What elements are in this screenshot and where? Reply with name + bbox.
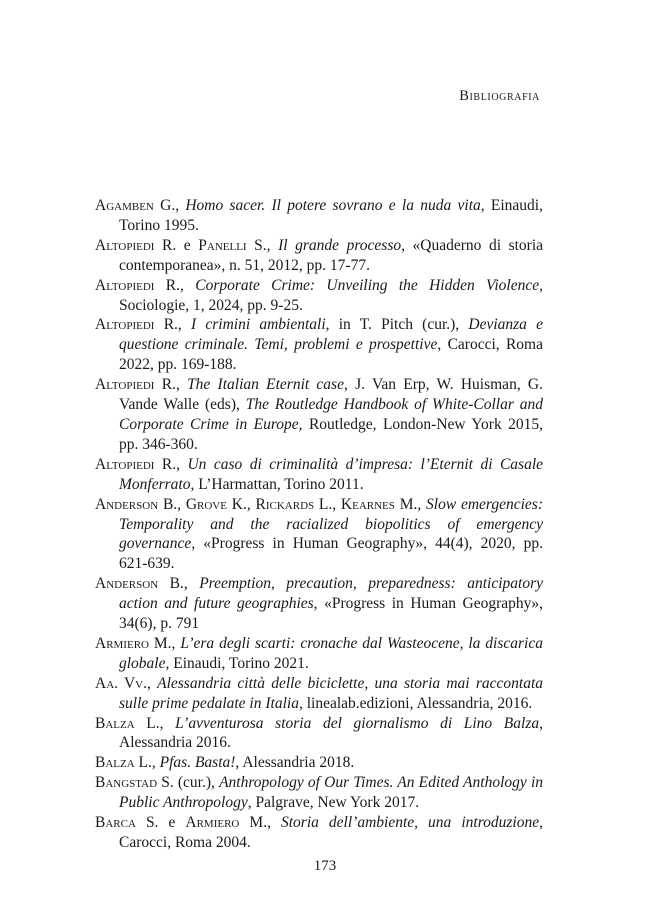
bibliography-entry xyxy=(95,674,543,714)
author-name: Altopiedi xyxy=(95,316,155,334)
author-name: Aa. Vv. xyxy=(95,674,147,692)
citation-text: , L’Harmattan, Torino 2011. xyxy=(190,475,364,493)
citation-text: L., xyxy=(314,495,341,513)
citation-text: , Alessandria 2018. xyxy=(235,754,355,772)
work-title: L’avventurosa storia del giornalismo di Lino Balza xyxy=(175,714,540,732)
bibliography-entry xyxy=(95,574,543,634)
author-name: Altopiedi xyxy=(95,236,155,254)
citation-text: R., xyxy=(154,376,188,394)
citation-text: , linealab.edizioni, Alessandria, 2016. xyxy=(298,694,533,712)
citation-text: , Carocci, Roma 2004. xyxy=(119,814,543,851)
work-title: Un caso di criminalità d’impresa: l’Eternit di Casale Monferrato xyxy=(119,455,544,493)
author-name: Balza xyxy=(95,714,135,732)
citation-text: B., xyxy=(158,575,200,593)
bibliography-entry xyxy=(95,236,543,276)
bibliography-entry xyxy=(95,495,543,575)
work-title: Preemption, precaution, preparedness: anticipatory action and future geographies, xyxy=(119,575,543,613)
running-header: Bibliografia xyxy=(459,88,540,104)
bibliography-entry xyxy=(95,276,543,316)
bibliography-entry xyxy=(95,714,543,754)
citation-text: S., xyxy=(246,236,279,254)
bibliography-entry xyxy=(95,375,543,455)
work-title: Pfas. Basta! xyxy=(159,754,236,772)
author-name: Balza xyxy=(95,754,135,772)
citation-text: , Einaudi, Torino 2021. xyxy=(165,654,309,672)
citation-text: , xyxy=(146,674,158,692)
citation-text: B., xyxy=(158,495,186,513)
author-name: Grove xyxy=(185,495,227,513)
author-name: Altopiedi xyxy=(95,455,155,473)
bibliography-entry xyxy=(95,196,543,236)
bibliography-entry xyxy=(95,315,543,375)
citation-text: K., xyxy=(226,495,256,513)
author-name: Barca xyxy=(95,814,136,832)
work-title: Il grande processo xyxy=(278,236,402,254)
citation-text: L., xyxy=(134,714,176,732)
citation-text: Sociologie, 1, 2024, pp. 9-25. xyxy=(119,296,303,314)
citation-text: , in T. Pitch (cur.), xyxy=(325,316,469,334)
citation-text: G., xyxy=(153,197,186,214)
citation-text: M., xyxy=(394,495,427,513)
author-name: Armiero xyxy=(185,814,240,832)
author-name: Altopiedi xyxy=(95,376,155,394)
work-title: Storia dell’ambiente, una introduzione xyxy=(280,814,540,832)
citation-text: M., xyxy=(148,634,181,652)
author-name: Bangstad xyxy=(95,774,158,792)
citation-text: R. e xyxy=(154,236,199,254)
citation-text: , «Progress in Human Geography», 44(4), 2020, pp. 621-639. xyxy=(119,535,543,573)
citation-text: R., xyxy=(154,276,196,294)
citation-text: , Alessandria 2016. xyxy=(119,714,543,752)
work-title: I crimini ambientali xyxy=(190,316,326,334)
work-title: Slow emergencies: Temporality and the racialized biopolitics of emergency governance xyxy=(119,495,543,553)
citation-text: , Carocci, Roma 2022, pp. 169-188. xyxy=(119,336,543,374)
citation-text: M., xyxy=(239,814,281,832)
author-name: Altopiedi xyxy=(95,276,155,294)
author-name: Rickards xyxy=(255,495,315,513)
bibliography-entry xyxy=(95,753,543,773)
work-title: The Routledge Handbook of White-Collar and Corporate Crime in Europe, xyxy=(119,396,543,433)
author-name: Panelli xyxy=(198,236,247,254)
work-title: L’era degli scarti: cronache dal Wasteocene, la discarica globale xyxy=(119,634,543,672)
citation-text: R., xyxy=(154,316,191,334)
citation-text: , «Quaderno di storia contemporanea», n. 51, 2012, pp. 17-77. xyxy=(119,236,544,274)
work-title: Alessandria città delle biciclette, una storia mai raccontata sulle prime pedalate in Italia xyxy=(119,674,544,712)
bibliography-entry xyxy=(95,813,543,853)
author-name: Kearnes xyxy=(340,495,395,513)
work-title: Devianza e questione criminale. Temi, problemi e prospettive xyxy=(119,316,543,354)
citation-text: «Progress in Human Geography», 34(6), p. 791 xyxy=(119,595,543,633)
work-title: Homo sacer. Il potere sovrano e la nuda vita xyxy=(185,197,481,214)
work-title: The Italian Eternit case xyxy=(187,376,344,394)
citation-text: L., xyxy=(134,754,160,772)
work-title: Anthropology of Our Times. An Edited Anthology in Public Anthropology xyxy=(119,774,543,812)
bibliography-list xyxy=(95,196,543,853)
citation-text: , Palgrave, New York 2017. xyxy=(247,794,420,812)
citation-text: S. (cur.), xyxy=(157,774,220,792)
author-name: Anderson xyxy=(95,575,159,593)
bibliography-entry xyxy=(95,455,543,495)
bibliography-entry xyxy=(95,634,543,674)
citation-text: , Einaudi, Torino 1995. xyxy=(119,197,543,234)
citation-text: R., xyxy=(154,455,188,473)
citation-text: S. e xyxy=(135,814,186,832)
author-name: Agamben xyxy=(95,197,154,214)
author-name: Anderson xyxy=(95,495,159,513)
citation-text: , J. Van Erp, W. Huisman, G. Vande Walle (eds), xyxy=(119,376,544,414)
work-title: Corporate Crime: Unveiling the Hidden Violence, xyxy=(195,276,543,294)
citation-text: Routledge, London-New York 2015, pp. 346-360. xyxy=(119,415,543,453)
author-name: Armiero xyxy=(95,634,149,652)
page-number: 173 xyxy=(313,858,337,874)
bibliography-entry xyxy=(95,773,543,813)
